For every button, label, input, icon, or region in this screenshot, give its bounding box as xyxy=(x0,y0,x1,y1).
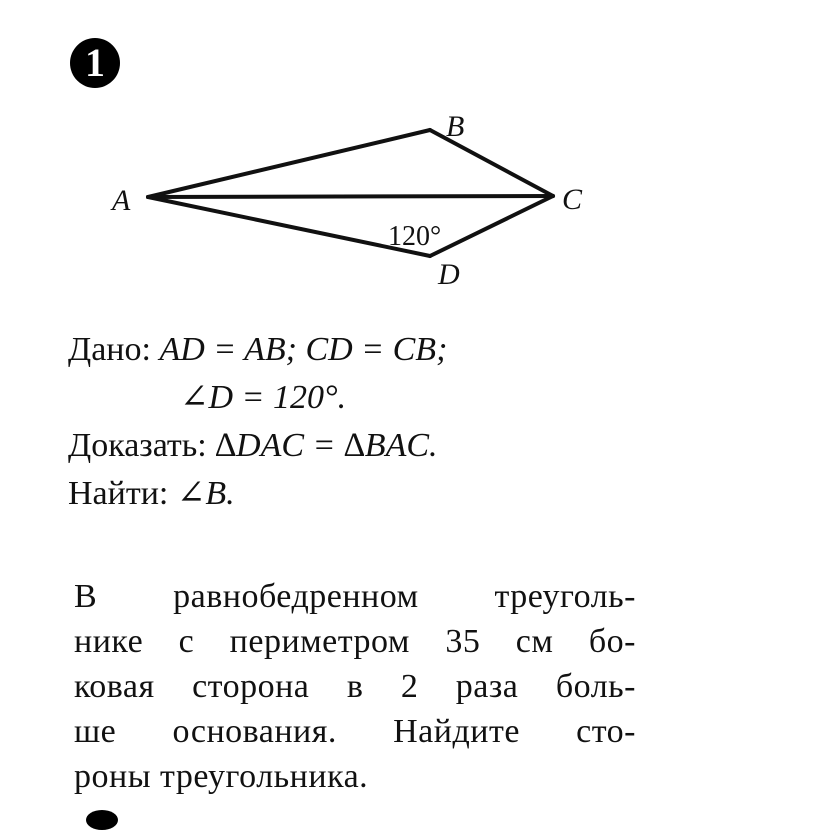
vertex-label-b: B xyxy=(446,110,465,143)
problem-2-line: нике с периметром 35 см бо- xyxy=(74,623,636,660)
given-condition-1: AD = AB; CD = CB; xyxy=(159,331,448,368)
problem-2-line: В равнобедренном треуголь- xyxy=(74,578,636,615)
vertex-label-d: D xyxy=(438,258,460,291)
problem-2-text xyxy=(74,574,636,799)
given-angle-line xyxy=(68,374,447,422)
next-problem-badge-partial xyxy=(86,810,118,830)
geometry-figure xyxy=(0,0,822,320)
prove-line xyxy=(68,422,447,470)
prove-label: Доказать: xyxy=(68,427,207,464)
prove-statement: ∆DAC = ∆BAC. xyxy=(215,427,438,464)
find-line xyxy=(68,470,447,518)
problem-2-line: роны треугольника. xyxy=(74,758,369,795)
vertex-label-c: C xyxy=(562,183,583,216)
given-block xyxy=(68,326,447,518)
given-label: Дано: xyxy=(68,331,151,368)
segment-ac xyxy=(148,196,553,197)
segment-dc xyxy=(430,196,553,256)
find-label: Найти: xyxy=(68,475,169,512)
segment-ab xyxy=(148,130,430,197)
given-condition-2: ∠D = 120°. xyxy=(180,379,347,416)
find-statement: ∠B. xyxy=(176,475,235,512)
problem-number: 1 xyxy=(85,40,105,85)
angle-label: 120° xyxy=(388,221,442,252)
vertex-label-a: A xyxy=(112,184,131,217)
problem-2-line: ше основания. Найдите сто- xyxy=(74,713,636,750)
problem-2-line: ковая сторона в 2 раза боль- xyxy=(74,668,636,705)
given-line xyxy=(68,326,447,374)
